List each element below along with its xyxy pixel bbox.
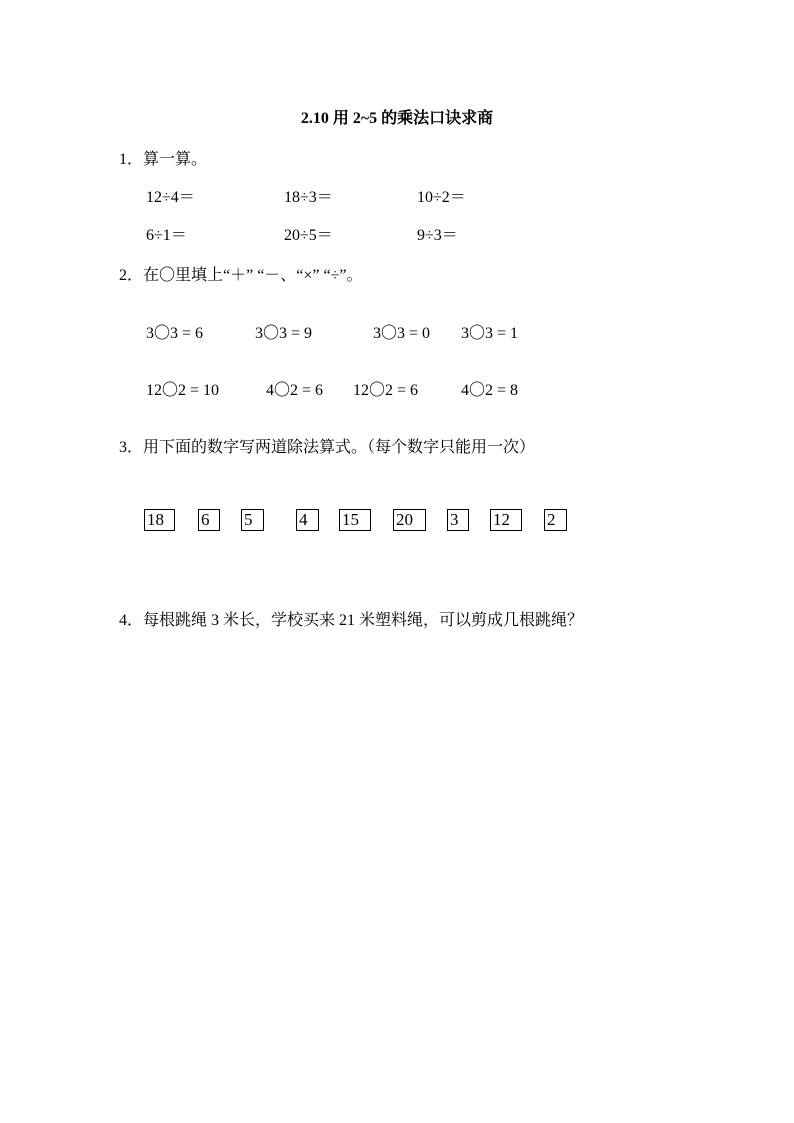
question-2-label: 2．在〇里填上“＋” “－、“×” “÷”。: [119, 267, 363, 284]
q2-equation: 3〇3 = 0: [373, 325, 431, 342]
q2-equation: 3〇3 = 6: [146, 325, 204, 342]
number-box: 15: [339, 509, 371, 531]
q2-equation: 12〇2 = 6: [353, 382, 419, 399]
q1-expression: 6÷1＝: [146, 227, 187, 244]
number-box: 3: [447, 509, 469, 531]
q1-expression: 18÷3＝: [284, 189, 333, 206]
q2-equation: 4〇2 = 6: [266, 382, 324, 399]
number-box: 5: [241, 509, 264, 531]
q2-equation: 3〇3 = 9: [255, 325, 313, 342]
number-box: 12: [490, 509, 522, 531]
page-title: 2.10 用 2~5 的乘法口诀求商: [300, 110, 494, 127]
q1-expression: 9÷3＝: [417, 227, 458, 244]
question-1-label: 1．算一算。: [119, 151, 208, 168]
number-box: 18: [144, 509, 175, 531]
number-box: 6: [198, 509, 220, 531]
q2-equation: 3〇3 = 1: [461, 325, 519, 342]
number-box: 20: [393, 509, 426, 531]
q1-expression: 20÷5＝: [284, 227, 333, 244]
question-3-label: 3．用下面的数字写两道除法算式。（每个数字只能用一次）: [119, 439, 536, 456]
q1-expression: 12÷4＝: [146, 189, 195, 206]
q2-equation: 12〇2 = 10: [146, 382, 220, 399]
question-4-label: 4．每根跳绳 3 米长，学校买来 21 米塑料绳，可以剪成几根跳绳？: [119, 612, 584, 629]
number-box: 4: [296, 509, 319, 531]
q2-equation: 4〇2 = 8: [461, 382, 519, 399]
number-box: 2: [544, 509, 567, 531]
q1-expression: 10÷2＝: [417, 189, 466, 206]
